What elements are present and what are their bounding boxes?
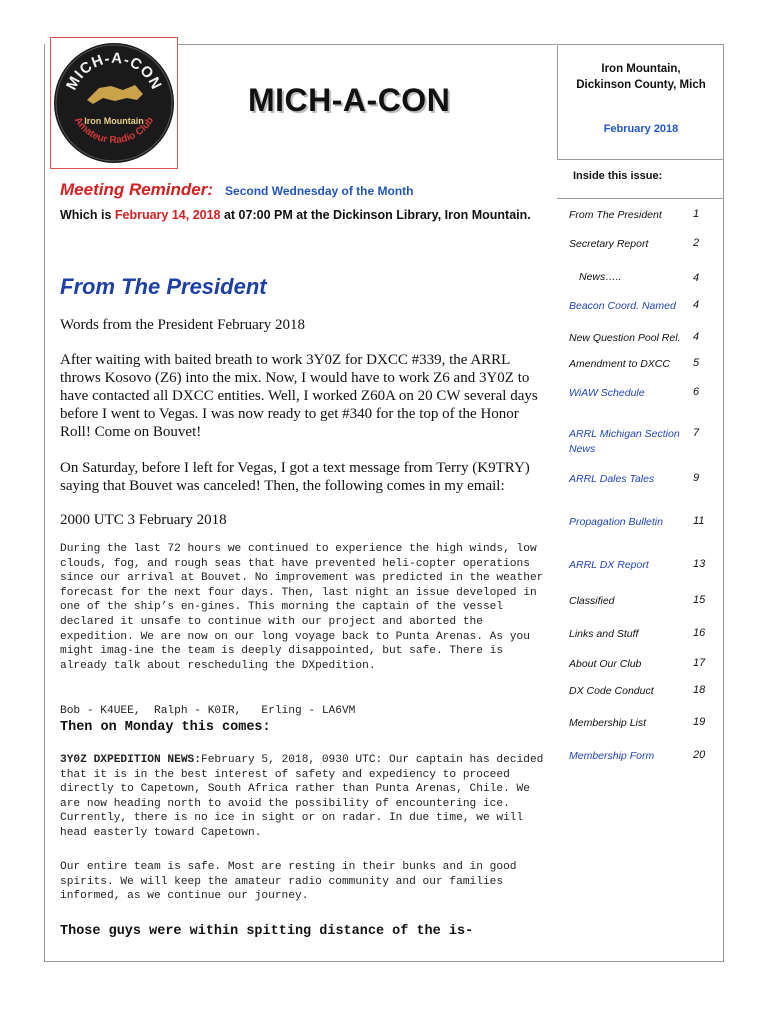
president-paragraph-1: After waiting with baited breath to work 3Y0Z for DXCC #339, the ARRL throws Kosovo (Z6) into the mix. Now, I would have to work Z6 and 3Y0Z to have contacted all DXCC entities. Well, I worked Z60A on 20 CW several days before I went to Vegas. I was now ready to get #340 for the top of the Honor Roll! Come on Bouvet! (60, 352, 538, 440)
logo-arc-top: MICH-A-CON (63, 49, 165, 93)
news-text: February 5, 2018, 0930 UTC: Our captain has decided that it is in the best interest of safety and expediency to proceed directly to Capetown, South Africa rather than Punta Arenas, Chile. We are now heading north to avoid the possibility of encountering ice. Currently, there is no ice in sight or on radar. In due time, we will head easterly toward Capetown. (60, 754, 544, 839)
meeting-suffix: at 07:00 PM at the Dickinson Library, Iron Mountain. (220, 208, 531, 222)
toc-item-page: 17 (693, 657, 706, 669)
dxpedition-update: During the last 72 hours we continued to experience the high winds, low clouds, fog, and rough seas that have prevented heli-copter operations since our arrival at Bouvet. No improvement was predicted in the weather forecast for the next four days. Then, last night an issue developed in one of the ship’s en-gines. This morning the captain of the vessel declared it unsafe to continue with our project and aborted the expedition. We are now on our long voyage back to Punta Arenas. As you might imag-ine the team is deeply disappointed, but safe. There is already talk about rescheduling the DXpedition. (60, 543, 544, 672)
president-intro: Words from the President February 2018 (60, 317, 305, 333)
toc-item-label: ARRL Dales Tales (569, 473, 655, 485)
toc-item-label: New Question Pool Rel. (569, 332, 681, 344)
meeting-reminder-subtitle: Second Wednesday of the Month (225, 184, 414, 198)
toc-item-label: From The President (569, 209, 662, 221)
toc-title: Inside this issue: (573, 170, 663, 182)
location-line-1: Iron Mountain, (601, 63, 681, 75)
header-rule (176, 44, 556, 45)
toc-item-page: 19 (693, 716, 706, 728)
toc-item-label: Beacon Coord. Named (569, 300, 676, 312)
toc-item-page: 6 (693, 386, 700, 398)
toc-item-page: 7 (693, 427, 700, 439)
toc-item-page: 1 (693, 208, 700, 220)
toc-item-label: Secretary Report (569, 238, 649, 250)
toc-item-label: Links and Stuff (569, 628, 639, 640)
toc-item-label: News….. (579, 271, 622, 283)
sidebar-header (557, 44, 724, 160)
club-logo (50, 37, 178, 169)
meeting-reminder-heading (60, 180, 414, 200)
toc-item-page: 9 (693, 472, 700, 484)
toc-item-page: 20 (693, 749, 706, 761)
newsletter-title: MICH-A-CON (248, 82, 451, 118)
logo-center-text: Iron Mountain (84, 116, 144, 126)
meeting-details (60, 206, 540, 225)
closing-line: Those guys were within spitting distance of the is- (60, 924, 474, 939)
toc-item-page: 2 (693, 237, 700, 249)
logo-arc-bottom: Amateur Radio Club (71, 115, 157, 147)
toc-item-label: Membership List (569, 717, 647, 729)
dispatch-timestamp: 2000 UTC 3 February 2018 (60, 512, 227, 528)
toc-item-page: 13 (693, 558, 706, 570)
toc-item-page: 18 (693, 684, 706, 696)
toc-item-label: DX Code Conduct (569, 685, 654, 697)
meeting-reminder-title: Meeting Reminder: (60, 180, 214, 199)
logo-seal-icon (51, 38, 177, 168)
toc-item-page: 15 (693, 594, 706, 606)
toc-item-page: 4 (693, 272, 700, 284)
monday-heading: Then on Monday this comes: (60, 720, 271, 735)
team-signoff: Bob - K4UEE, Ralph - K0IR, Erling - LA6VM (60, 705, 356, 717)
toc-item-label: Propagation Bulletin (569, 516, 663, 528)
toc-item-page: 4 (693, 299, 700, 311)
news-label: 3Y0Z DXPEDITION NEWS: (60, 754, 201, 766)
meeting-date: February 14, 2018 (114, 208, 221, 222)
location (558, 61, 724, 93)
toc-divider (557, 198, 724, 199)
president-heading: From The President (60, 274, 267, 299)
meeting-prefix: Which is (60, 208, 115, 222)
toc-item-label: Membership Form (569, 750, 655, 762)
toc-item-label: ARRL Michigan Section News (569, 428, 680, 455)
toc-item-page: 5 (693, 357, 700, 369)
toc-item-label: Amendment to DXCC (569, 358, 670, 370)
issue-date: February 2018 (603, 123, 679, 135)
toc-item-page: 11 (693, 515, 705, 527)
toc-item-label: Classified (569, 595, 615, 607)
toc-item-label: WiAW Schedule (569, 387, 645, 399)
toc-item-page: 16 (693, 627, 706, 639)
toc-item-label: ARRL DX Report (569, 559, 649, 571)
toc-item-label: About Our Club (569, 658, 642, 670)
location-line-2: Dickinson County, Mich (576, 79, 706, 91)
dxpedition-news (60, 753, 548, 841)
president-paragraph-2: On Saturday, before I left for Vegas, I got a text message from Terry (K9TRY) saying that Bouvet was canceled! Then, the following comes in my email: (60, 460, 530, 494)
toc-item-page: 4 (693, 331, 700, 343)
team-status: Our entire team is safe. Most are resting in their bunks and in good spirits. We will keep the amateur radio community and our families informed, as we continue our journey. (60, 861, 517, 903)
